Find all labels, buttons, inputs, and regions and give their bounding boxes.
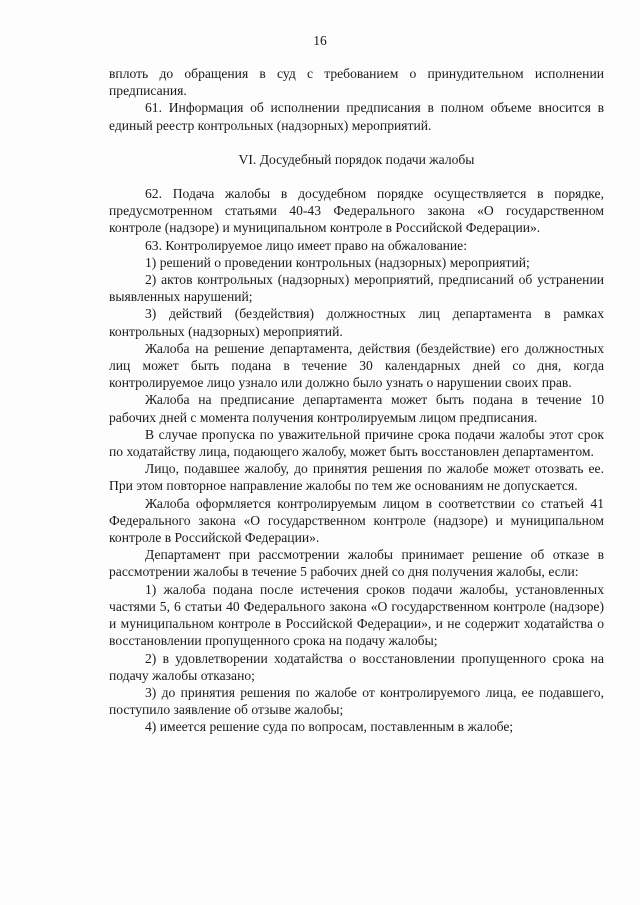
paragraph-continuation: вплоть до обращения в суд с требованием о принудительном исполнении предписания. — [109, 66, 604, 99]
paragraph-complaint-prescription-term: Жалоба на предписание департамента может быть подана в течение 10 рабочих дней с момента получения контролируемым лицом предписания. — [109, 392, 604, 425]
list-item-63-3: 3) действий (бездействия) должностных лиц департамента в рамках контрольных (надзорных) мероприятий. — [109, 306, 604, 339]
document-body — [109, 65, 604, 736]
paragraph-term-restoration: В случае пропуска по уважительной причине срока подачи жалобы этот срок по ходатайству лица, подающего жалобу, может быть восстановлен департаментом. — [109, 426, 604, 460]
page-number: 16 — [313, 33, 327, 48]
paragraph-complaint-withdrawal: Лицо, подавшее жалобу, до принятия решения по жалобе может отозвать ее. При этом повторное направление жалобы по тем же основаниям не допускается. — [109, 461, 604, 494]
paragraph-61: 61. Информация об исполнении предписания в полном объеме вносится в единый реестр контрольных (надзорных) мероприятий. — [109, 100, 604, 133]
paragraph-refusal-conditions: Департамент при рассмотрении жалобы принимает решение об отказе в рассмотрении жалобы в течение 5 рабочих дней со дня получения жалобы, если: — [109, 547, 604, 580]
list-item-63-1: 1) решений о проведении контрольных (надзорных) мероприятий; — [145, 254, 530, 270]
paragraph-63: 63. Контролируемое лицо имеет право на обжалование: — [145, 237, 467, 253]
paragraph-62: 62. Подача жалобы в досудебном порядке осуществляется в порядке, предусмотренном статьями 40-43 Федерального закона «О государственном контроле (надзоре) и муниципальном контроле в Российской Федерации». — [109, 186, 604, 236]
list-item-refusal-2: 2) в удовлетворении ходатайства о восстановлении пропущенного срока на подачу жалобы отказано; — [109, 650, 604, 683]
paragraph-complaint-decision-term: Жалоба на решение департамента, действия (бездействие) его должностных лиц может быть подана в течение 30 календарных дней со дня, когда контролируемое лицо узнало или должно было узнать о нарушении своих прав. — [109, 340, 604, 391]
list-item-refusal-1: 1) жалоба подана после истечения сроков подачи жалобы, установленных частями 5, 6 статьи 40 Федерального закона «О государственном контроле (надзоре) и муниципальном контроле в Российской Федерации», и не содержит ходатайства о восстановлении пропущенного срока на подачу жалобы; — [109, 581, 604, 649]
section-heading: VI. Досудебный порядок подачи жалобы — [238, 151, 475, 167]
list-item-refusal-4: 4) имеется решение суда по вопросам, поставленным в жалобе; — [145, 719, 514, 735]
list-item-63-2: 2) актов контрольных (надзорных) мероприятий, предписаний об устранении выявленных нарушений; — [109, 272, 604, 305]
list-item-refusal-3: 3) до принятия решения по жалобе от контролируемого лица, ее подавшего, поступило заявление об отзыве жалобы; — [109, 684, 604, 718]
paragraph-complaint-format: Жалоба оформляется контролируемым лицом в соответствии со статьей 41 Федерального закона «О государственном контроле (надзоре) и муниципальном контроле в Российской Федерации». — [109, 495, 604, 546]
